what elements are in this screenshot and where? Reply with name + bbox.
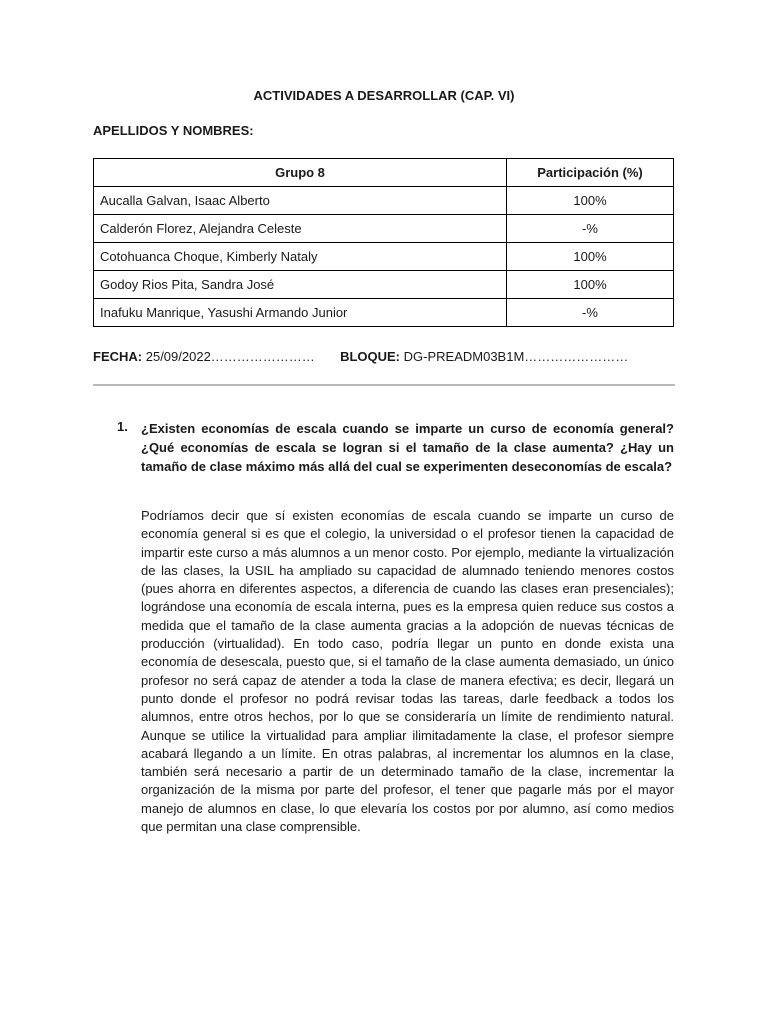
question-text: ¿Existen economías de escala cuando se imparte un curso de economía general? ¿Qué economías de escala se logran si el tamaño de la clase aumenta? ¿Hay un tamaño de clase máximo más allá del cual se experimenten deseconomías de escala? (141, 421, 674, 474)
fecha-label: FECHA: (93, 349, 143, 364)
table-row (94, 215, 674, 243)
column-header-group: Grupo 8 (94, 159, 507, 187)
table-row (94, 187, 674, 215)
member-name: Aucalla Galvan, Isaac Alberto (94, 187, 507, 215)
group-table (93, 158, 674, 327)
horizontal-divider (93, 384, 675, 386)
bloque-value: DG-PREADM03B1M…………………… (403, 349, 629, 364)
document-title: ACTIVIDADES A DESARROLLAR (CAP. VI) (253, 88, 515, 103)
member-participation: 100% (507, 243, 674, 271)
table-row (94, 299, 674, 327)
member-participation: -% (507, 299, 674, 327)
answer-paragraph: Podríamos decir que sí existen economías de escala cuando se imparte un curso de economía general si es que el colegio, la universidad o el profesor tienen la capacidad de impartir este curso a más alumnos a un menor costo. Por ejemplo, mediante la virtualización de las clases, la USIL ha ampliado su capacidad de alumnado teniendo menores costos (pues ahorra en diferentes aspectos, a diferencia de cuando las clases eran presenciales); lográndose una economía de escala interna, pues es la empresa quien reduce sus costos a medida que el tamaño de la clase aumenta gracias a la adopción de nuevas técnicas de producción (virtualidad). En todo caso, podría llegar un punto en donde exista una economía de desescala, puesto que, si el tamaño de la clase aumenta demasiado, un único profesor no será capaz de atender a toda la clase de manera efectiva; es decir, llegará un punto donde el profesor no podrá revisar todas las tareas, darle feedback a todos los alumnos, entre otros hechos, por lo que se consideraría un límite de rendimiento natural. Aunque se utilice la virtualidad para ampliar ilimitadamente la clase, el profesor siempre acabará llegando a un límite. En otras palabras, al incrementar los alumnos en la clase, también será necesario a partir de un determinado tamaño de la clase, incrementar la organización de la misma por parte del profesor, el tener que pagarle más por el mayor manejo de alumnos en clase, lo que elevaría los costos por por alumno, así como medios que permitan una clase comprensible. (141, 508, 674, 835)
table-row (94, 271, 674, 299)
question-number: 1. (117, 419, 128, 434)
table-row (94, 243, 674, 271)
bloque-label: BLOQUE: (340, 349, 401, 364)
column-header-participation: Participación (%) (507, 159, 674, 187)
member-participation: 100% (507, 187, 674, 215)
member-name: Inafuku Manrique, Yasushi Armando Junior (94, 299, 507, 327)
member-name: Calderón Florez, Alejandra Celeste (94, 215, 507, 243)
member-name: Cotohuanca Choque, Kimberly Nataly (94, 243, 507, 271)
member-participation: 100% (507, 271, 674, 299)
table-header-row (94, 159, 674, 187)
names-label: APELLIDOS Y NOMBRES: (93, 123, 254, 138)
fecha-value: 25/09/2022…………………… (145, 349, 315, 364)
meta-line (93, 349, 628, 364)
member-name: Godoy Rios Pita, Sandra José (94, 271, 507, 299)
member-participation: -% (507, 215, 674, 243)
